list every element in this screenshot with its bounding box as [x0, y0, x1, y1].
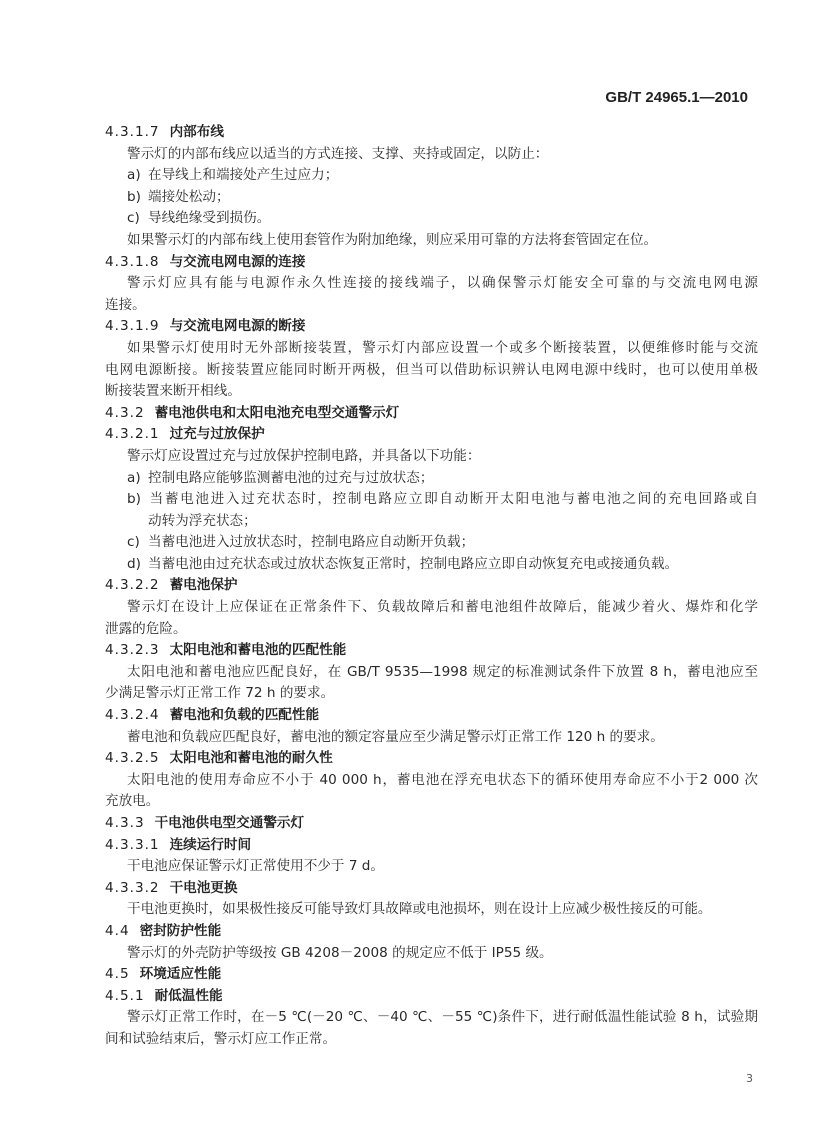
- list-item: [105, 208, 758, 230]
- section-heading: [105, 122, 758, 144]
- list-item-label: c): [127, 210, 140, 227]
- list-item-label: c): [127, 534, 140, 551]
- paragraph-line: 少满足警示灯正常工作 72 h 的要求。: [105, 685, 335, 702]
- list-item-text: 端接处松动；: [148, 188, 230, 205]
- section-heading: [105, 813, 758, 835]
- list-item: [105, 187, 758, 209]
- list-item-label: a): [127, 469, 141, 486]
- list-item: [105, 468, 758, 490]
- list-item-text: 在导线上和端接处产生过应力；: [148, 167, 339, 184]
- section-heading: [105, 252, 758, 274]
- paragraph-line: 警示灯正常工作时，在－5 ℃(－20 ℃、－40 ℃、－55 ℃)条件下，进行耐低温性能试验 8 h，试验期: [127, 1009, 758, 1026]
- list-item: [105, 532, 758, 554]
- section-heading: [105, 705, 758, 727]
- paragraph-line: 警示灯应具有能与电源作永久性连接的接线端子，以确保警示灯能安全可靠的与交流电网电源: [127, 275, 758, 292]
- paragraph-line: 太阳电池的使用寿命应不小于 40 000 h，蓄电池在浮充电状态下的循环使用寿命应不小于2 000 次: [127, 771, 758, 788]
- section-heading: [105, 964, 758, 986]
- paragraph-line: 警示灯应设置过充与过放保护控制电路，并具备以下功能：: [127, 447, 481, 464]
- section-heading: [105, 424, 758, 446]
- list-item: [105, 489, 758, 511]
- section-number: 4.3.2.3: [105, 642, 160, 659]
- section-number: 4.3.2.2: [105, 577, 160, 594]
- section-number: 4.3.2.5: [105, 750, 160, 767]
- list-item-continuation: 动转为浮充状态；: [148, 512, 257, 529]
- paragraph-line: 如果警示灯使用时无外部断接装置，警示灯内部应设置一个或多个断接装置，以便维修时能与交流: [127, 339, 758, 356]
- section-heading: [105, 403, 758, 425]
- list-item-text: 导线绝缘受到损伤。: [148, 210, 271, 227]
- paragraph-line: 电网电源断接。断接装置应能同时断开两极，但当可以借助标识辨认电网电源中线时，也可以使用单极: [105, 361, 758, 378]
- list-item-label: b): [127, 491, 141, 508]
- section-number: 4.5.1: [105, 987, 145, 1004]
- section-number: 4.3.1.7: [105, 124, 160, 140]
- section-heading: [105, 748, 758, 770]
- paragraph-line: 如果警示灯的内部布线上使用套管作为附加绝缘，则应采用可靠的方法将套管固定在位。: [127, 231, 658, 248]
- section-number: 4.3.2.1: [105, 426, 160, 443]
- section-number: 4.3.1.9: [105, 318, 160, 335]
- page-number: 3: [746, 1072, 753, 1085]
- list-item-label: d): [127, 555, 141, 572]
- list-item: [105, 554, 758, 576]
- section-heading: [105, 878, 758, 900]
- list-item-text: 当蓄电池由过充状态或过放状态恢复正常时，控制电路应立即自动恢复充电或接通负载。: [148, 555, 679, 572]
- section-number: 4.3.3: [105, 815, 145, 831]
- section-title: 太阳电池和蓄电池的匹配性能: [169, 642, 347, 659]
- paragraph-line: 太阳电池和蓄电池应匹配良好，在 GB/T 9535—1998 规定的标准测试条件下放置 8 h，蓄电池应至: [127, 663, 758, 680]
- section-heading: [105, 835, 758, 857]
- paragraph-line: 警示灯在设计上应保证在正常条件下、负载故障后和蓄电池组件故障后，能减少着火、爆炸和化学: [127, 599, 758, 616]
- section-number: 4.3.2.4: [105, 707, 160, 724]
- paragraph-line: 警示灯的内部布线应以适当的方式连接、支撑、夹持或固定，以防止：: [127, 145, 549, 162]
- section-number: 4.5: [105, 966, 130, 983]
- section-title: 干电池供电型交通警示灯: [154, 815, 305, 831]
- list-item-text: 当蓄电池进入过放状态时，控制电路应自动断开负载；: [148, 534, 475, 551]
- section-title: 干电池更换: [169, 879, 238, 896]
- list-item-text: 当蓄电池进入过充状态时，控制电路应立即自动断开太阳电池与蓄电池之间的充电回路或自: [148, 491, 758, 508]
- section-title: 过充与过放保护: [169, 426, 265, 443]
- section-title: 连续运行时间: [169, 836, 252, 853]
- list-item-text: 控制电路应能够监测蓄电池的过充与过放状态；: [148, 469, 434, 486]
- section-heading: [105, 986, 758, 1008]
- section-title: 蓄电池供电和太阳电池充电型交通警示灯: [154, 404, 400, 421]
- paragraph-line: 泄露的危险。: [105, 620, 187, 637]
- section-number: 4.3.3.2: [105, 879, 160, 896]
- section-heading: [105, 640, 758, 662]
- paragraph-line: 连接。: [105, 296, 146, 313]
- document-code-header: GB/T 24965.1—2010: [605, 89, 748, 106]
- section-heading: [105, 316, 758, 338]
- section-title: 蓄电池保护: [169, 577, 238, 594]
- section-number: 4.3.1.8: [105, 253, 160, 270]
- section-title: 环境适应性能: [139, 966, 222, 983]
- paragraph-line: 充放电。: [105, 793, 160, 810]
- section-heading: [105, 575, 758, 597]
- section-title: 耐低温性能: [154, 987, 223, 1004]
- paragraph-line: 间和试验结束后，警示灯应工作正常。: [105, 1030, 337, 1047]
- section-number: 4.4: [105, 922, 130, 939]
- section-title: 蓄电池和负载的匹配性能: [169, 707, 320, 724]
- document-body: [105, 122, 758, 1051]
- paragraph-line: 干电池更换时，如果极性接反可能导致灯具故障或电池损坏，则在设计上应减少极性接反的可能。: [127, 901, 712, 918]
- list-item: [105, 165, 758, 187]
- paragraph-line: 断接装置来断开相线。: [105, 383, 241, 400]
- paragraph-line: 警示灯的外壳防护等级按 GB 4208－2008 的规定应不低于 IP55 级。: [127, 944, 553, 961]
- section-heading: [105, 921, 758, 943]
- section-title: 内部布线: [169, 124, 224, 140]
- section-title: 太阳电池和蓄电池的耐久性: [169, 750, 333, 767]
- section-title: 密封防护性能: [139, 922, 222, 939]
- list-item-label: a): [127, 167, 141, 184]
- section-number: 4.3.3.1: [105, 836, 160, 853]
- list-item-label: b): [127, 188, 141, 205]
- section-title: 与交流电网电源的断接: [169, 318, 306, 335]
- paragraph-line: 蓄电池和负载应匹配良好，蓄电池的额定容量应至少满足警示灯正常工作 120 h 的要求。: [127, 728, 664, 745]
- paragraph-line: 干电池应保证警示灯正常使用不少于 7 d。: [127, 858, 385, 875]
- section-number: 4.3.2: [105, 404, 145, 421]
- section-title: 与交流电网电源的连接: [169, 253, 306, 270]
